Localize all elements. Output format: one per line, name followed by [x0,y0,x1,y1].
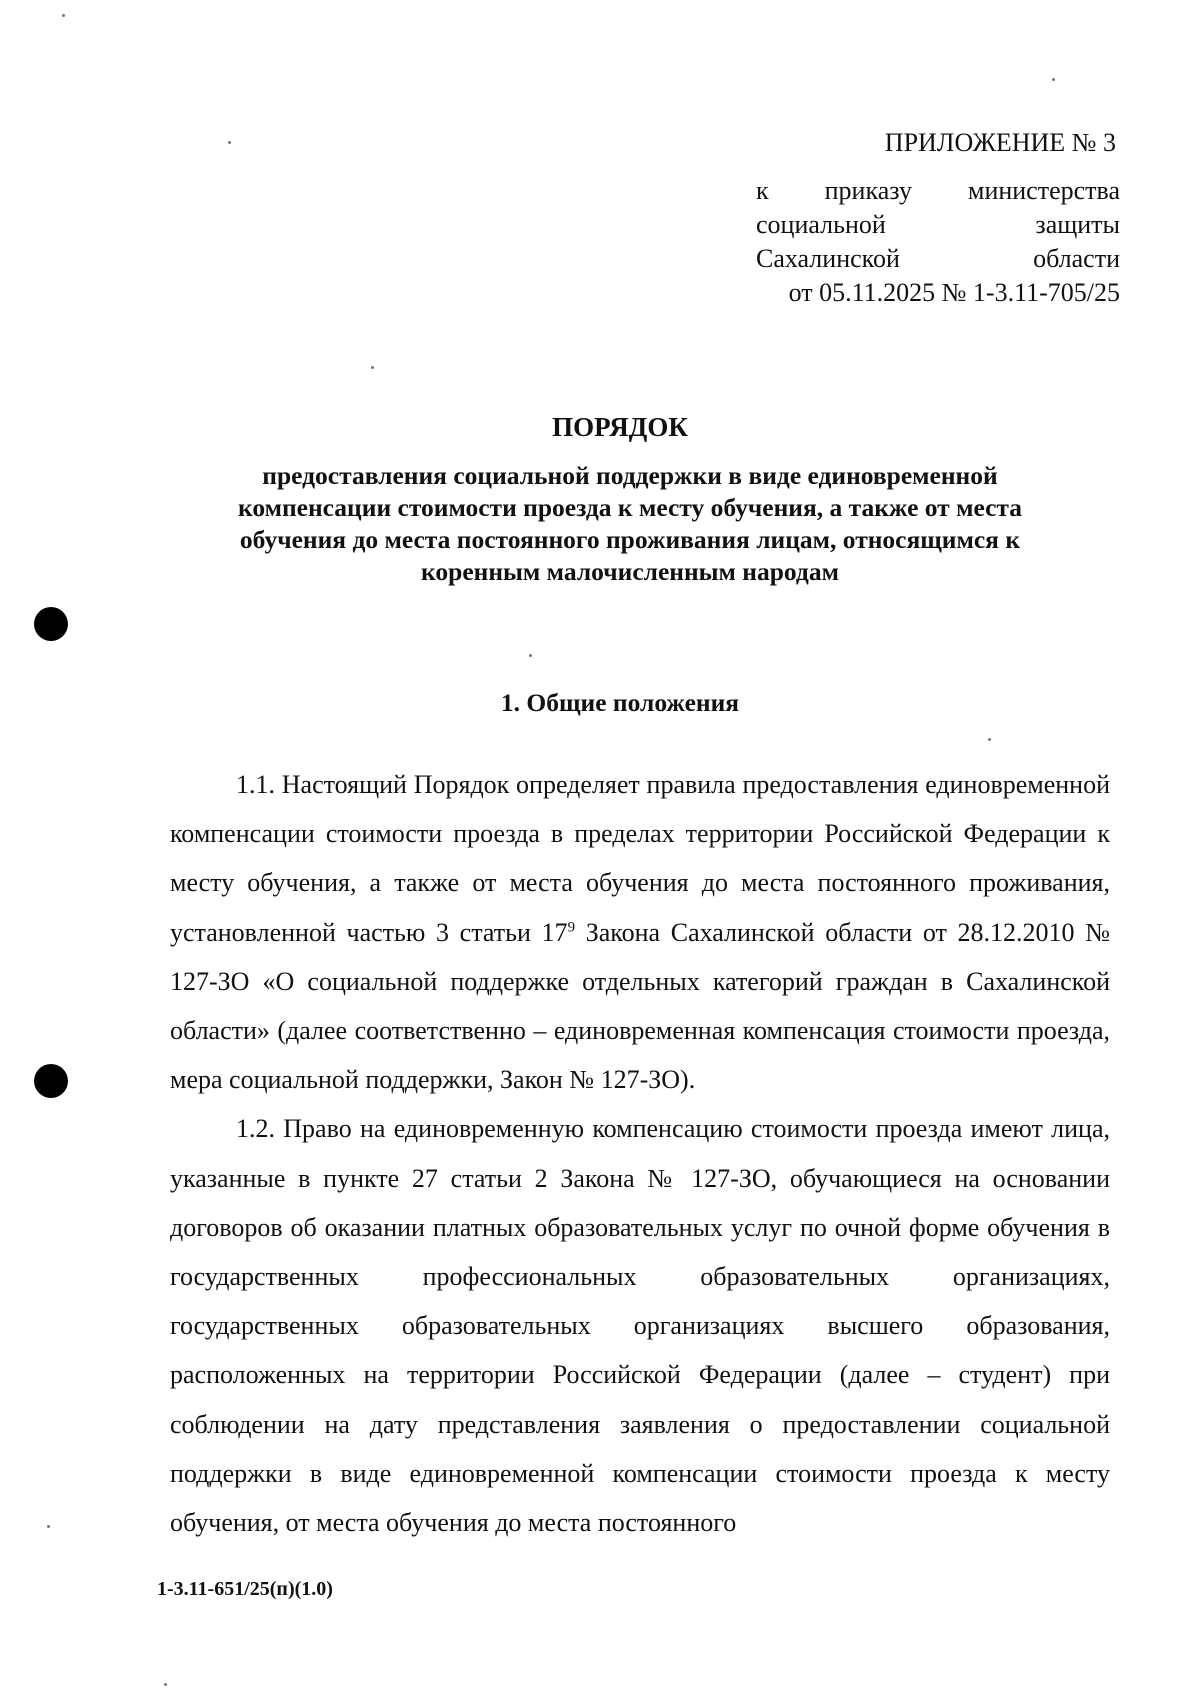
scan-speck [228,141,231,144]
appendix-word: к [756,176,769,205]
punch-hole [34,607,68,641]
scan-speck [988,738,991,741]
appendix-word: Сахалинской [756,244,900,273]
scan-speck [164,1683,167,1686]
document-title: ПОРЯДОК [552,412,688,442]
punch-hole [34,1064,68,1098]
paragraph-1-2: 1.2. Право на единовременную компенсацию стоимости проезда имеют лица, указанные в пункте 27 статьи 2 Закона № 127-ЗО, обучающиеся на основании договоров об оказании платных образовательных услуг по очной форме обучения в государственных профессиональных образовательных организациях, государственных образовательных организациях высшего образования, расположенных на территории Российской Федерации (далее – студент) при соблюдении на дату представления заявления о предоставлении социальной поддержки в виде единовременной компенсации стоимости проезда к месту обучения, от места обучения до места постоянного [170,1114,1110,1538]
appendix-word: социальной [756,210,886,239]
appendix-line-1 [756,174,1120,208]
document-subtitle: предоставления социальной поддержки в виде единовременной компенсации стоимости проезда к месту обучения, а также от места обучения до места постоянного проживания лицам, относящимся к коренным малочисленным народам [237,461,1022,586]
appendix-word: защиты [1035,210,1120,239]
appendix-word: министерства [967,176,1120,205]
scan-speck [62,14,65,17]
appendix-title: ПРИЛОЖЕНИЕ № 3 [884,128,1116,157]
appendix-line-2 [756,208,1120,242]
appendix-word: приказу [824,176,912,205]
scan-speck [529,654,532,657]
scan-speck [47,1525,50,1528]
appendix-date-line: от 05.11.2025 № 1-3.11-705/25 [788,278,1120,307]
document-body [170,760,1110,1547]
section-heading: 1. Общие положения [500,688,740,717]
superscript: 9 [567,918,576,935]
paragraph-text: Закона Сахалинской области от 28.12.2010 № 127-ЗО «О социальной поддержке отдельных категорий граждан в Сахалинской области» (далее соответственно – единовременная компенсация стоимости проезда, мера социальной поддержки, Закон № 127-ЗО). [170,917,1111,1095]
appendix-block [740,126,1120,310]
appendix-line-3 [756,242,1120,276]
appendix-word: области [1033,244,1120,273]
scan-speck [1052,78,1055,81]
document-code: 1-3.11-651/25(п)(1.0) [157,1578,333,1600]
paragraph-1-1 [170,760,1110,1104]
paragraph-text: 1.1. Настоящий Порядок определяет правила предоставления единовременной компенсации стоимости проезда в пределах территории Российской Федерации к месту обучения, а также от места обучения до места постоянного проживания, установленной частью 3 статьи 17 [170,770,1110,947]
scan-speck [371,366,374,369]
